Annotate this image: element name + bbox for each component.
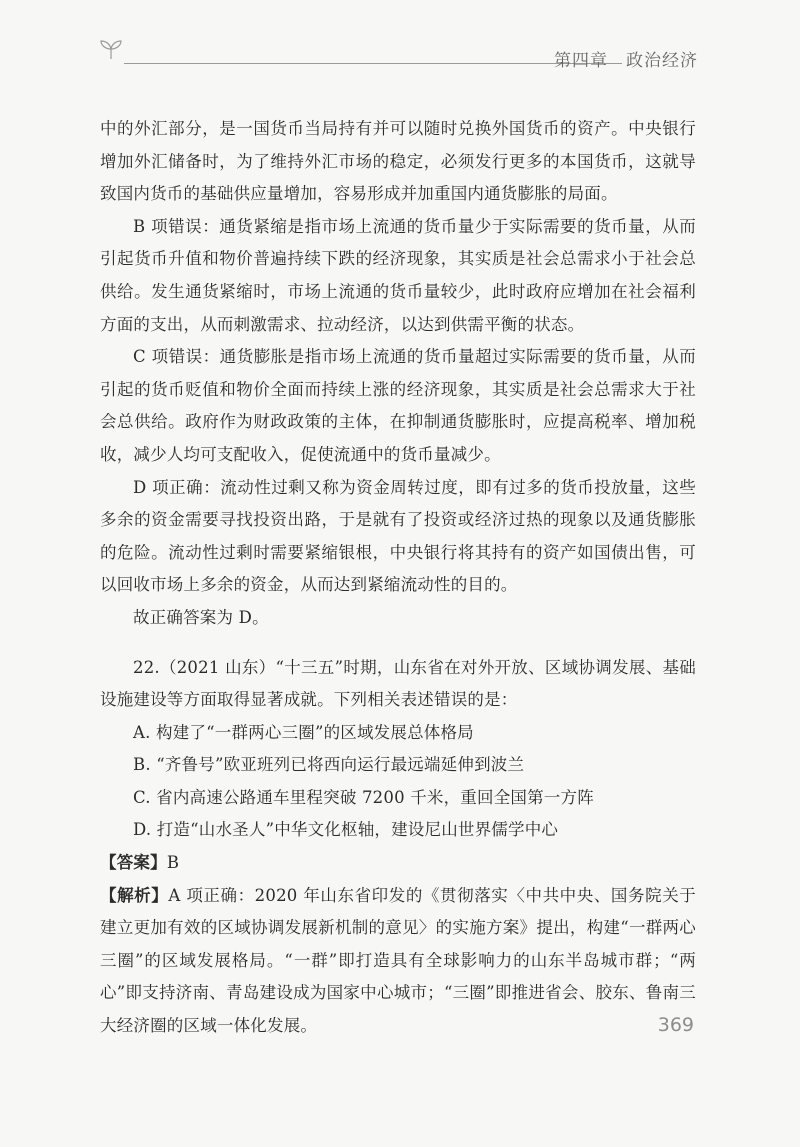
paragraph-option-b: B 项错误：通货紧缩是指市场上流通的货币量少于实际需要的货币量，从而引起货币升值和物价普遍持续下跌的经济现象，其实质是社会总需求小于社会总供给。发生通货紧缩时，市场上流通的货币量较少，此时政府应增加在社会福利方面的支出，从而刺激需求、拉动经济，以达到供需平衡的状态。 [100, 216, 696, 334]
page-content [100, 113, 696, 1043]
section-gap [100, 635, 696, 652]
question-option-a: A. 构建了“一群两心三圈”的区域发展总体格局 [133, 722, 474, 742]
page-header [98, 36, 698, 76]
page-number: 369 [657, 1014, 694, 1036]
chapter-title: 第四章 政治经济 [554, 51, 698, 71]
analysis-label: 【解析】 [100, 885, 169, 905]
leaf-sprout-icon [98, 38, 124, 60]
question-option-c: C. 省内高速公路通车里程突破 7200 千米，重回全国第一方阵 [133, 787, 594, 807]
answer-label: 【答案】 [100, 853, 167, 873]
analysis-paragraph [100, 880, 696, 1043]
paragraph-option-c: C 项错误：通货膨胀是指市场上流通的货币量超过实际需要的货币量，从而引起的货币贬值和物价全面而持续上涨的经济现象，其实质是社会总需求大于社会总供给。政府作为财政政策的主体，在抑制通货膨胀时，应提高税率、增加税收，减少人均可支配收入，促使流通中的货币量减少。 [100, 347, 696, 464]
question-option-d: D. 打造“山水圣人”中华文化枢轴，建设尼山世界儒学中心 [133, 820, 559, 840]
header-rule [124, 63, 622, 64]
answer-value: B [166, 853, 180, 873]
question-stem: 22.（2021 山东）“十三五”时期，山东省在对外开放、区域协调发展、基础设施建设等方面取得显著成就。下列相关表述错误的是： [100, 657, 696, 710]
paragraph-continued: 中的外汇部分，是一国货币当局持有并可以随时兑换外国货币的资产。中央银行增加外汇储备时，为了维持外汇市场的稳定，必须发行更多的本国货币，这就导致国内货币的基础供应量增加，容易形成并加重国内通货膨胀的局面。 [100, 119, 696, 204]
paragraph-conclusion: 故正确答案为 D。 [133, 607, 269, 627]
analysis-text: A 项正确：2020 年山东省印发的《贯彻落实〈中共中央、国务院关于建立更加有效的区域协调发展新机制的意见〉的实施方案》提出，构建“一群两心三圈”的区域发展格局。“一群”即打造具有全球影响力的山东半岛城市群；“两心”即支持济南、青岛建设成为国家中心城市；“三圈”即推进省会、胶东、鲁南三大经济圈的区域一体化发展。 [100, 885, 696, 1036]
question-option-b: B. “齐鲁号”欧亚班列已将西向运行最远端延伸到波兰 [133, 755, 525, 775]
paragraph-option-d: D 项正确：流动性过剩又称为资金周转过度，即有过多的货币投放量，这些多余的资金需要寻找投资出路，于是就有了投资或经济过热的现象以及通货膨胀的危险。流动性过剩时需要紧缩银根，中央银行将其持有的资产如国债出售，可以回收市场上多余的资金，从而达到紧缩流动性的目的。 [100, 477, 696, 595]
answer-line [100, 847, 696, 880]
